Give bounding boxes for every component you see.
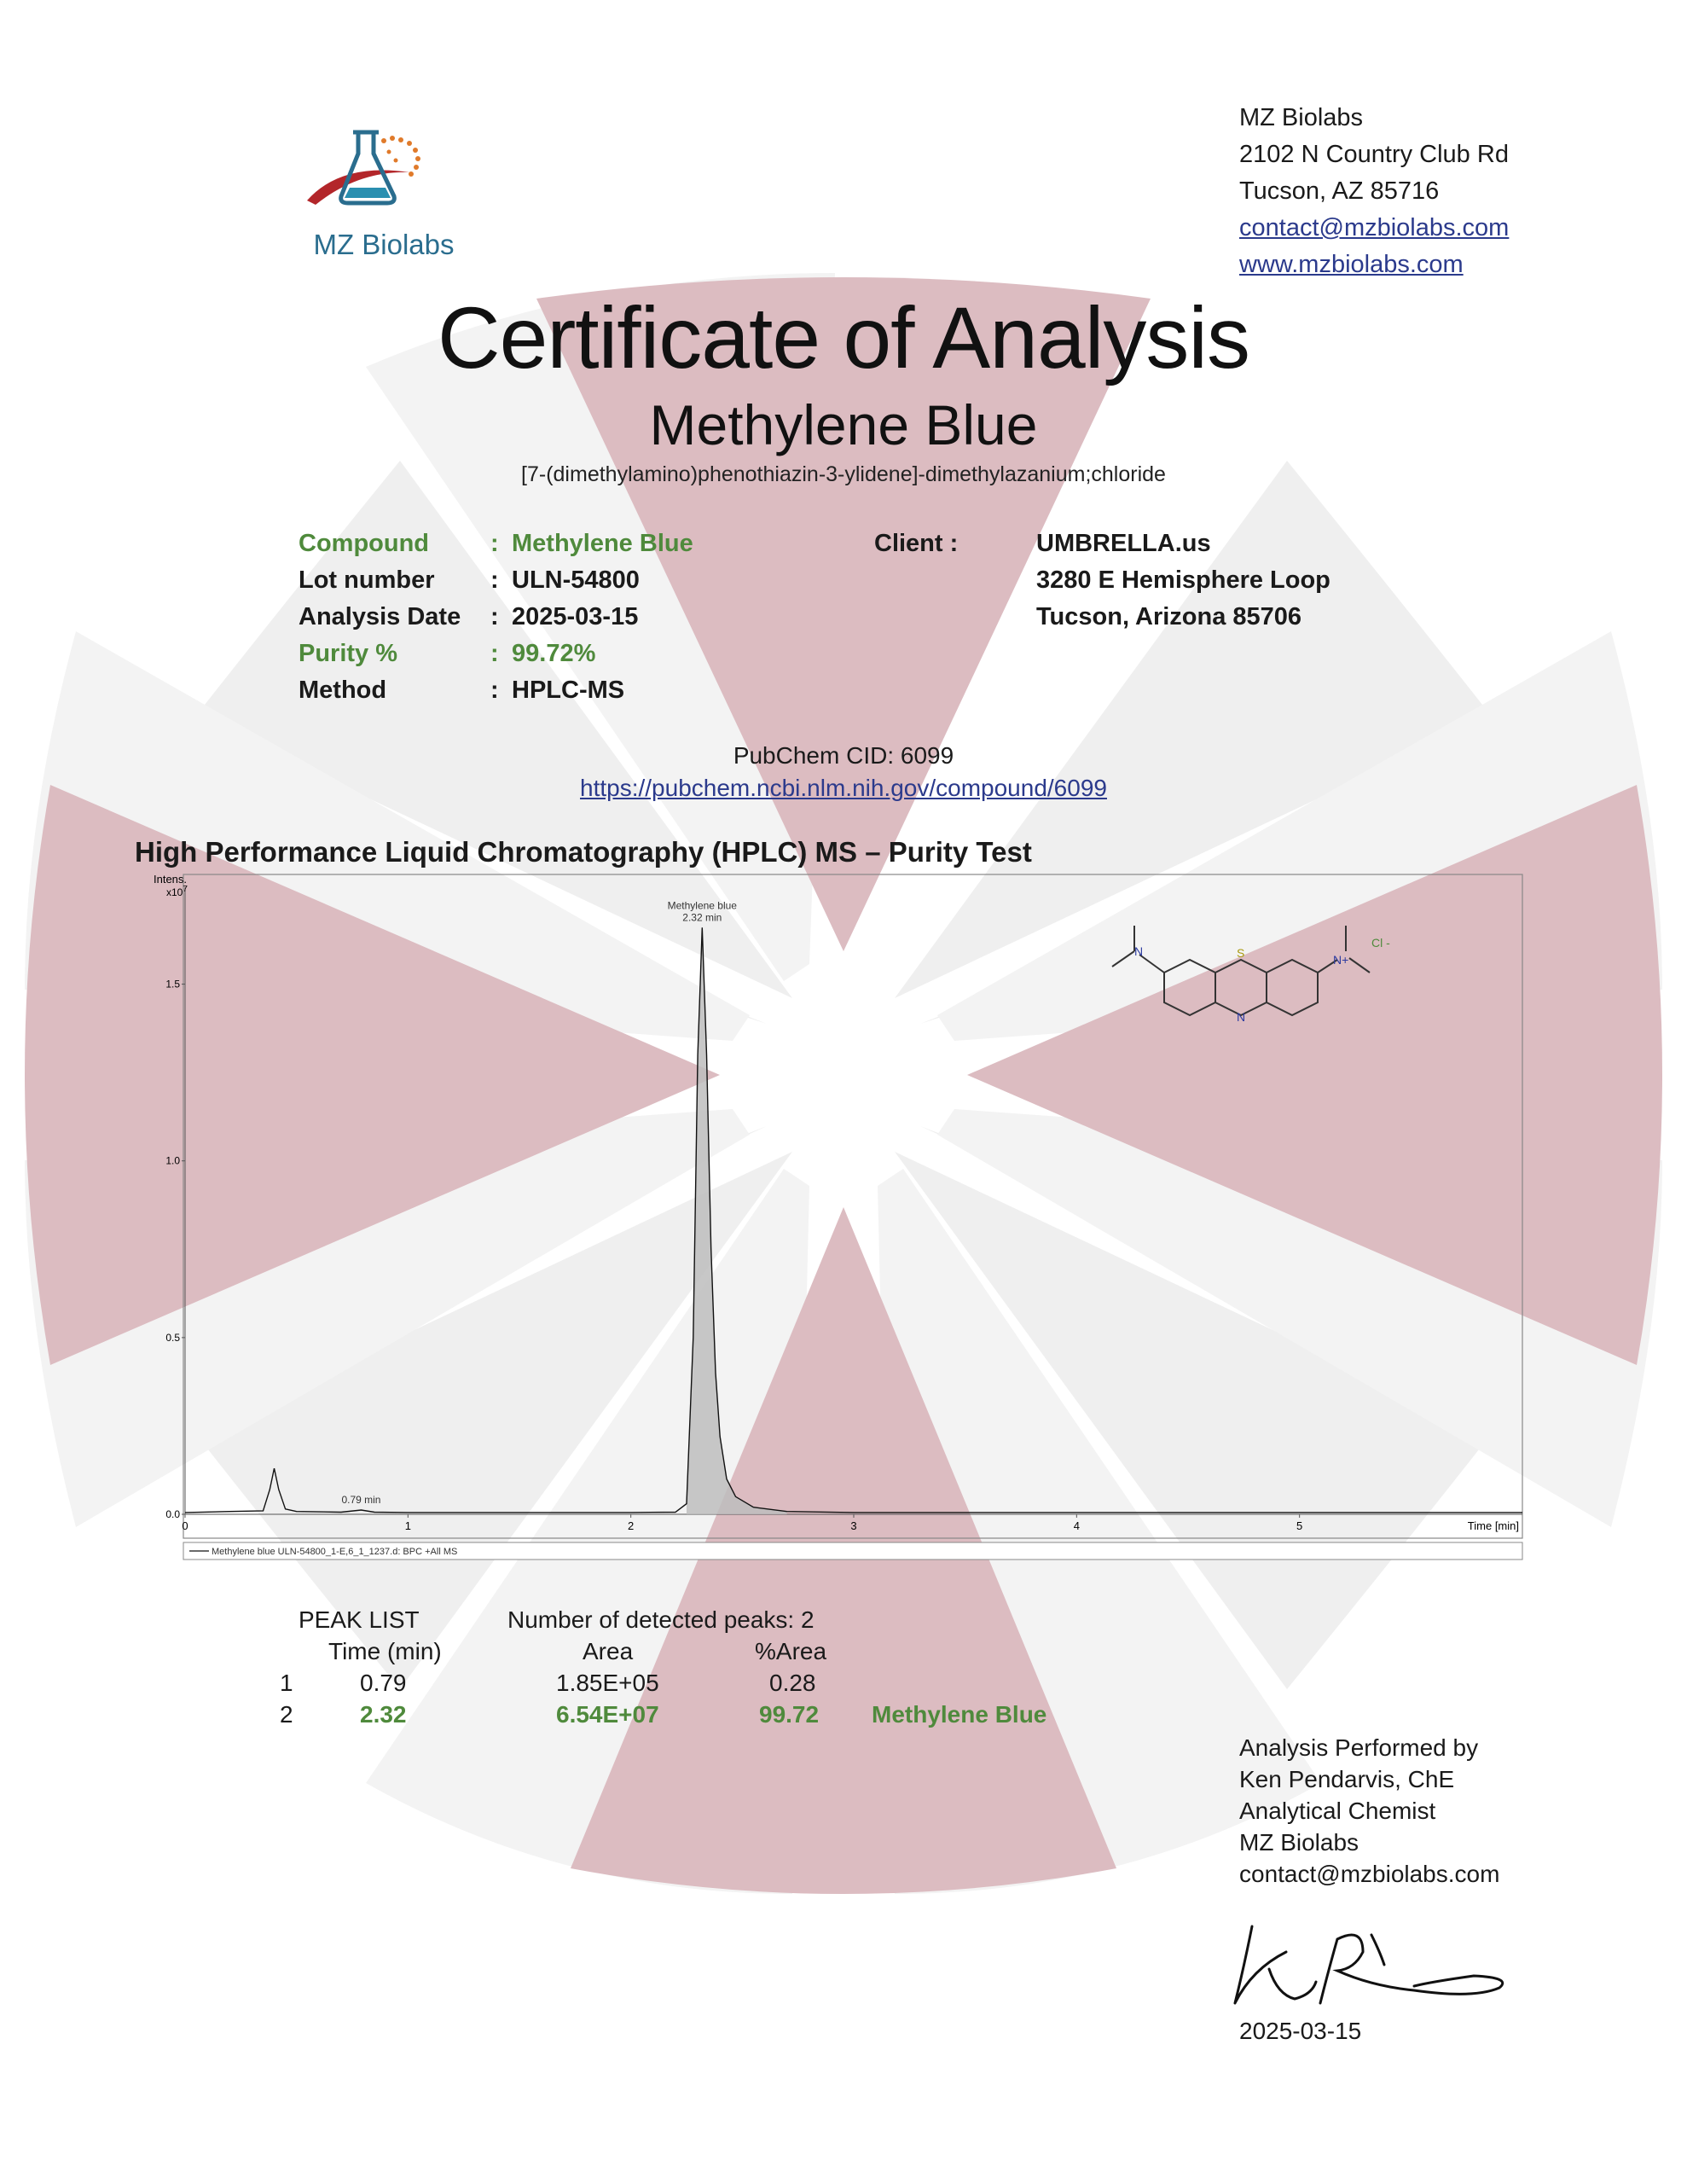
info-value: 2025-03-15 <box>512 603 639 630</box>
page-title: Certificate of Analysis <box>437 289 1250 386</box>
company-city: Tucson, AZ 85716 <box>1239 177 1440 205</box>
peak-time: 0.79 <box>360 1670 407 1696</box>
y-tick-label: 1.0 <box>165 1154 180 1167</box>
info-value: HPLC-MS <box>512 677 625 704</box>
pubchem-cid: PubChem CID: 6099 <box>733 742 954 769</box>
peak-num: 2 <box>280 1701 293 1728</box>
col-pct-header: %Area <box>755 1638 827 1664</box>
peak-count: Number of detected peaks: 2 <box>507 1606 815 1633</box>
signoff-line: Analysis Performed by <box>1239 1734 1479 1761</box>
hplc-chromatogram <box>154 862 1532 1561</box>
atom-label-s: S <box>1237 946 1245 960</box>
company-name: MZ Biolabs <box>1239 104 1364 131</box>
compound-title: Methylene Blue <box>649 393 1038 456</box>
info-separator: : <box>490 566 499 594</box>
y-tick-label: 0.5 <box>165 1331 180 1344</box>
peak-area: 6.54E+07 <box>556 1701 659 1728</box>
info-row-date <box>299 599 693 636</box>
info-row-lot <box>299 562 693 599</box>
peak-annotation: Methylene blue <box>667 899 737 912</box>
analyst-company: MZ Biolabs <box>1239 1829 1359 1856</box>
peak-num: 1 <box>280 1670 293 1696</box>
chart-frame <box>183 874 1522 1538</box>
info-value: Methylene Blue <box>512 530 693 557</box>
peak-area: 1.85E+05 <box>556 1670 659 1696</box>
chart-legend: Methylene blue ULN-54800_1-E,6_1_1237.d: BPC +All MS <box>212 1547 458 1557</box>
company-logo <box>290 119 478 264</box>
chromatogram-line <box>185 927 1522 1513</box>
y-tick-label: 1.5 <box>165 978 180 990</box>
molecule-structure <box>1112 926 1370 1015</box>
company-street: 2102 N Country Club Rd <box>1239 141 1509 168</box>
client-city: Tucson, Arizona 85706 <box>1036 603 1302 630</box>
signoff-date: 2025-03-15 <box>1239 2018 1362 2044</box>
hplc-section-title: High Performance Liquid Chromatography (HPLC) MS – Purity Test <box>135 836 1032 868</box>
main-peak-area <box>687 927 787 1514</box>
logo-text: MZ Biolabs <box>313 229 455 260</box>
peak-annotation: 0.79 min <box>341 1494 381 1507</box>
atom-label-n-plus: N+ <box>1333 953 1349 967</box>
info-label: Compound <box>299 530 430 557</box>
peak-time: 2.32 <box>360 1701 407 1728</box>
analyst-name: Ken Pendarvis, ChE <box>1239 1766 1455 1792</box>
info-label: Method <box>299 677 387 704</box>
info-row-compound <box>299 526 693 562</box>
x-tick-label: 3 <box>850 1519 857 1532</box>
info-separator: : <box>490 677 499 704</box>
client-name: UMBRELLA.us <box>1036 530 1211 557</box>
x-tick-label: 1 <box>404 1519 411 1532</box>
col-time-header: Time (min) <box>328 1638 442 1664</box>
y-axis-unit-exponent: 7 <box>183 885 188 894</box>
analyst-signoff <box>1239 1732 1499 1890</box>
peak-pct: 0.28 <box>769 1670 816 1696</box>
info-separator: : <box>490 640 499 667</box>
x-tick-label: 0 <box>182 1519 188 1532</box>
y-tick-label: 0.0 <box>165 1508 180 1520</box>
x-axis-label: Time [min] <box>1467 1519 1519 1532</box>
pubchem-reference <box>0 740 1687 804</box>
atom-label-n: N <box>1134 944 1144 958</box>
analyst-email: contact@mzbiolabs.com <box>1239 1861 1500 1887</box>
info-separator: : <box>490 603 499 630</box>
iupac-name: [7-(dimethylamino)phenothiazin-3-ylidene]-dimethylazanium;chloride <box>521 462 1166 486</box>
company-email-link[interactable]: contact@mzbiolabs.com <box>1239 214 1510 241</box>
info-label: Analysis Date <box>299 603 461 630</box>
y-axis-label: Intens. <box>154 873 188 886</box>
info-separator: : <box>490 530 499 557</box>
signature <box>1218 1901 1559 2029</box>
pubchem-link[interactable]: https://pubchem.ncbi.nlm.nih.gov/compound/6099 <box>580 775 1107 801</box>
y-axis-unit: $x10^7$ <box>166 885 188 898</box>
atom-label-n: N <box>1237 1010 1246 1024</box>
info-label: Lot number <box>299 566 435 594</box>
peak-compound-name: Methylene Blue <box>872 1701 1047 1728</box>
analyst-title: Analytical Chemist <box>1239 1798 1436 1824</box>
x-tick-label: 2 <box>628 1519 635 1532</box>
x-tick-label: 4 <box>1073 1519 1080 1532</box>
client-street: 3280 E Hemisphere Loop <box>1036 566 1330 594</box>
x-tick-label: 5 <box>1296 1519 1303 1532</box>
company-website-link[interactable]: www.mzbiolabs.com <box>1239 251 1464 278</box>
col-area-header: Area <box>583 1638 634 1664</box>
peak-annotation-time: 2.32 min <box>682 911 722 924</box>
flask-logo-icon <box>290 119 478 226</box>
company-address <box>1239 100 1509 283</box>
info-value: 99.72% <box>512 640 596 667</box>
atom-label-cl: Cl - <box>1371 936 1390 950</box>
info-label: Purity % <box>299 640 398 667</box>
info-row-purity <box>299 636 693 672</box>
analysis-info <box>299 526 693 709</box>
info-value: ULN-54800 <box>512 566 640 594</box>
client-label: Client : <box>874 530 959 557</box>
info-row-method <box>299 672 693 709</box>
peak-pct: 99.72 <box>759 1701 820 1728</box>
client-address <box>1036 526 1330 636</box>
peak-list-heading: PEAK LIST <box>299 1606 420 1633</box>
